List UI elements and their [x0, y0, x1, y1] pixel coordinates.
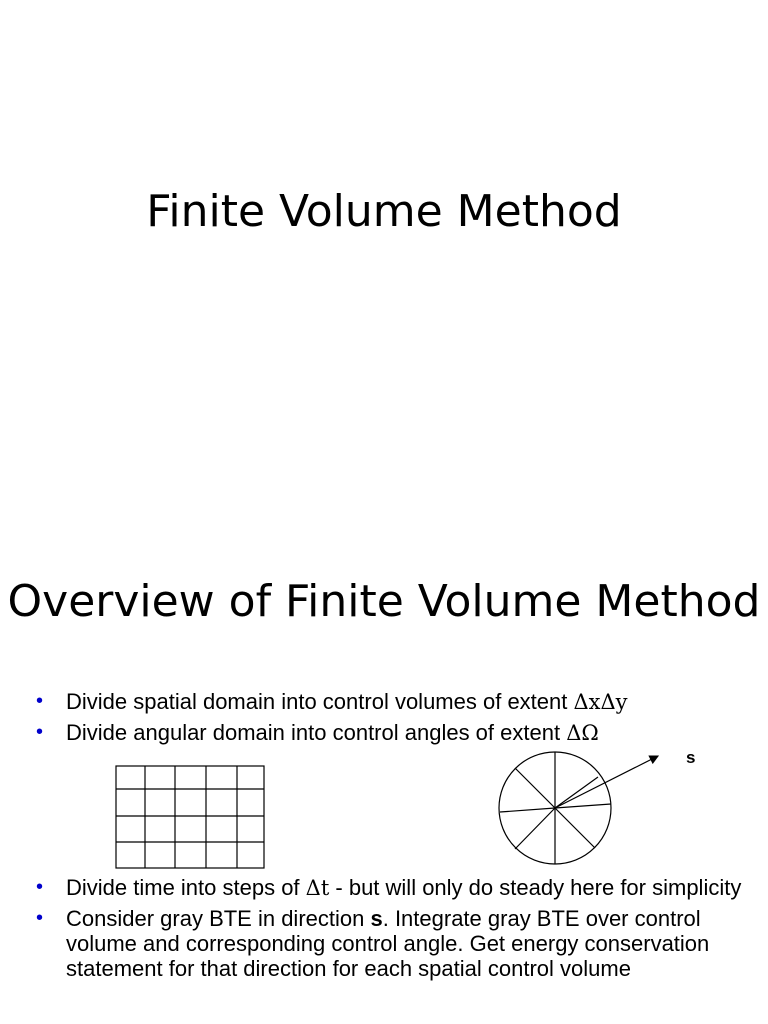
bullet-symbol: ΔΩ: [566, 721, 599, 745]
slide-title: Finite Volume Method: [146, 186, 622, 237]
bullet-text: Divide time into steps of: [66, 875, 306, 900]
bullet-text: . Integrate gray BTE over control volume and corresponding control angle. Get energy conservation statement for that direction for each spatial control volume: [66, 906, 710, 981]
control-angle-circle: [494, 744, 666, 874]
angle-divider: [515, 768, 555, 808]
overview-title: Overview of Finite Volume Method: [7, 576, 761, 627]
direction-label: s: [686, 748, 696, 767]
bullet-text: Divide spatial domain into control volumes of extent: [66, 689, 574, 714]
grid-border: [116, 766, 264, 868]
control-volume-grid: [112, 762, 268, 872]
bullet-text: Consider gray BTE in direction: [66, 906, 371, 931]
angle-divider: [555, 808, 595, 848]
bullet-text: Divide angular domain into control angles of extent: [66, 720, 567, 745]
angle-divider: [515, 808, 555, 849]
bullet-list-top: [36, 689, 752, 751]
bullet-dot-icon: •: [36, 721, 44, 743]
bullet-dot-icon: •: [36, 876, 44, 898]
bullet-item-spatial: [36, 689, 752, 715]
angle-divider: [555, 777, 598, 808]
bullet-bold-text: s: [370, 906, 383, 931]
bullet-text: - but will only do steady here for simplicity: [329, 875, 742, 900]
angle-divider: [555, 804, 611, 808]
bullet-dot-icon: •: [36, 690, 44, 712]
bullet-dot-icon: •: [36, 907, 44, 929]
bullet-symbol: ΔxΔy: [573, 690, 628, 714]
angle-divider: [500, 808, 555, 812]
direction-arrow: [555, 756, 658, 808]
bullet-item-angular: [36, 720, 752, 746]
bullet-list-bottom: [36, 875, 752, 986]
bullet-symbol: Δt: [305, 876, 330, 900]
bullet-item-bte: [36, 906, 752, 981]
bullet-item-time: [36, 875, 752, 901]
